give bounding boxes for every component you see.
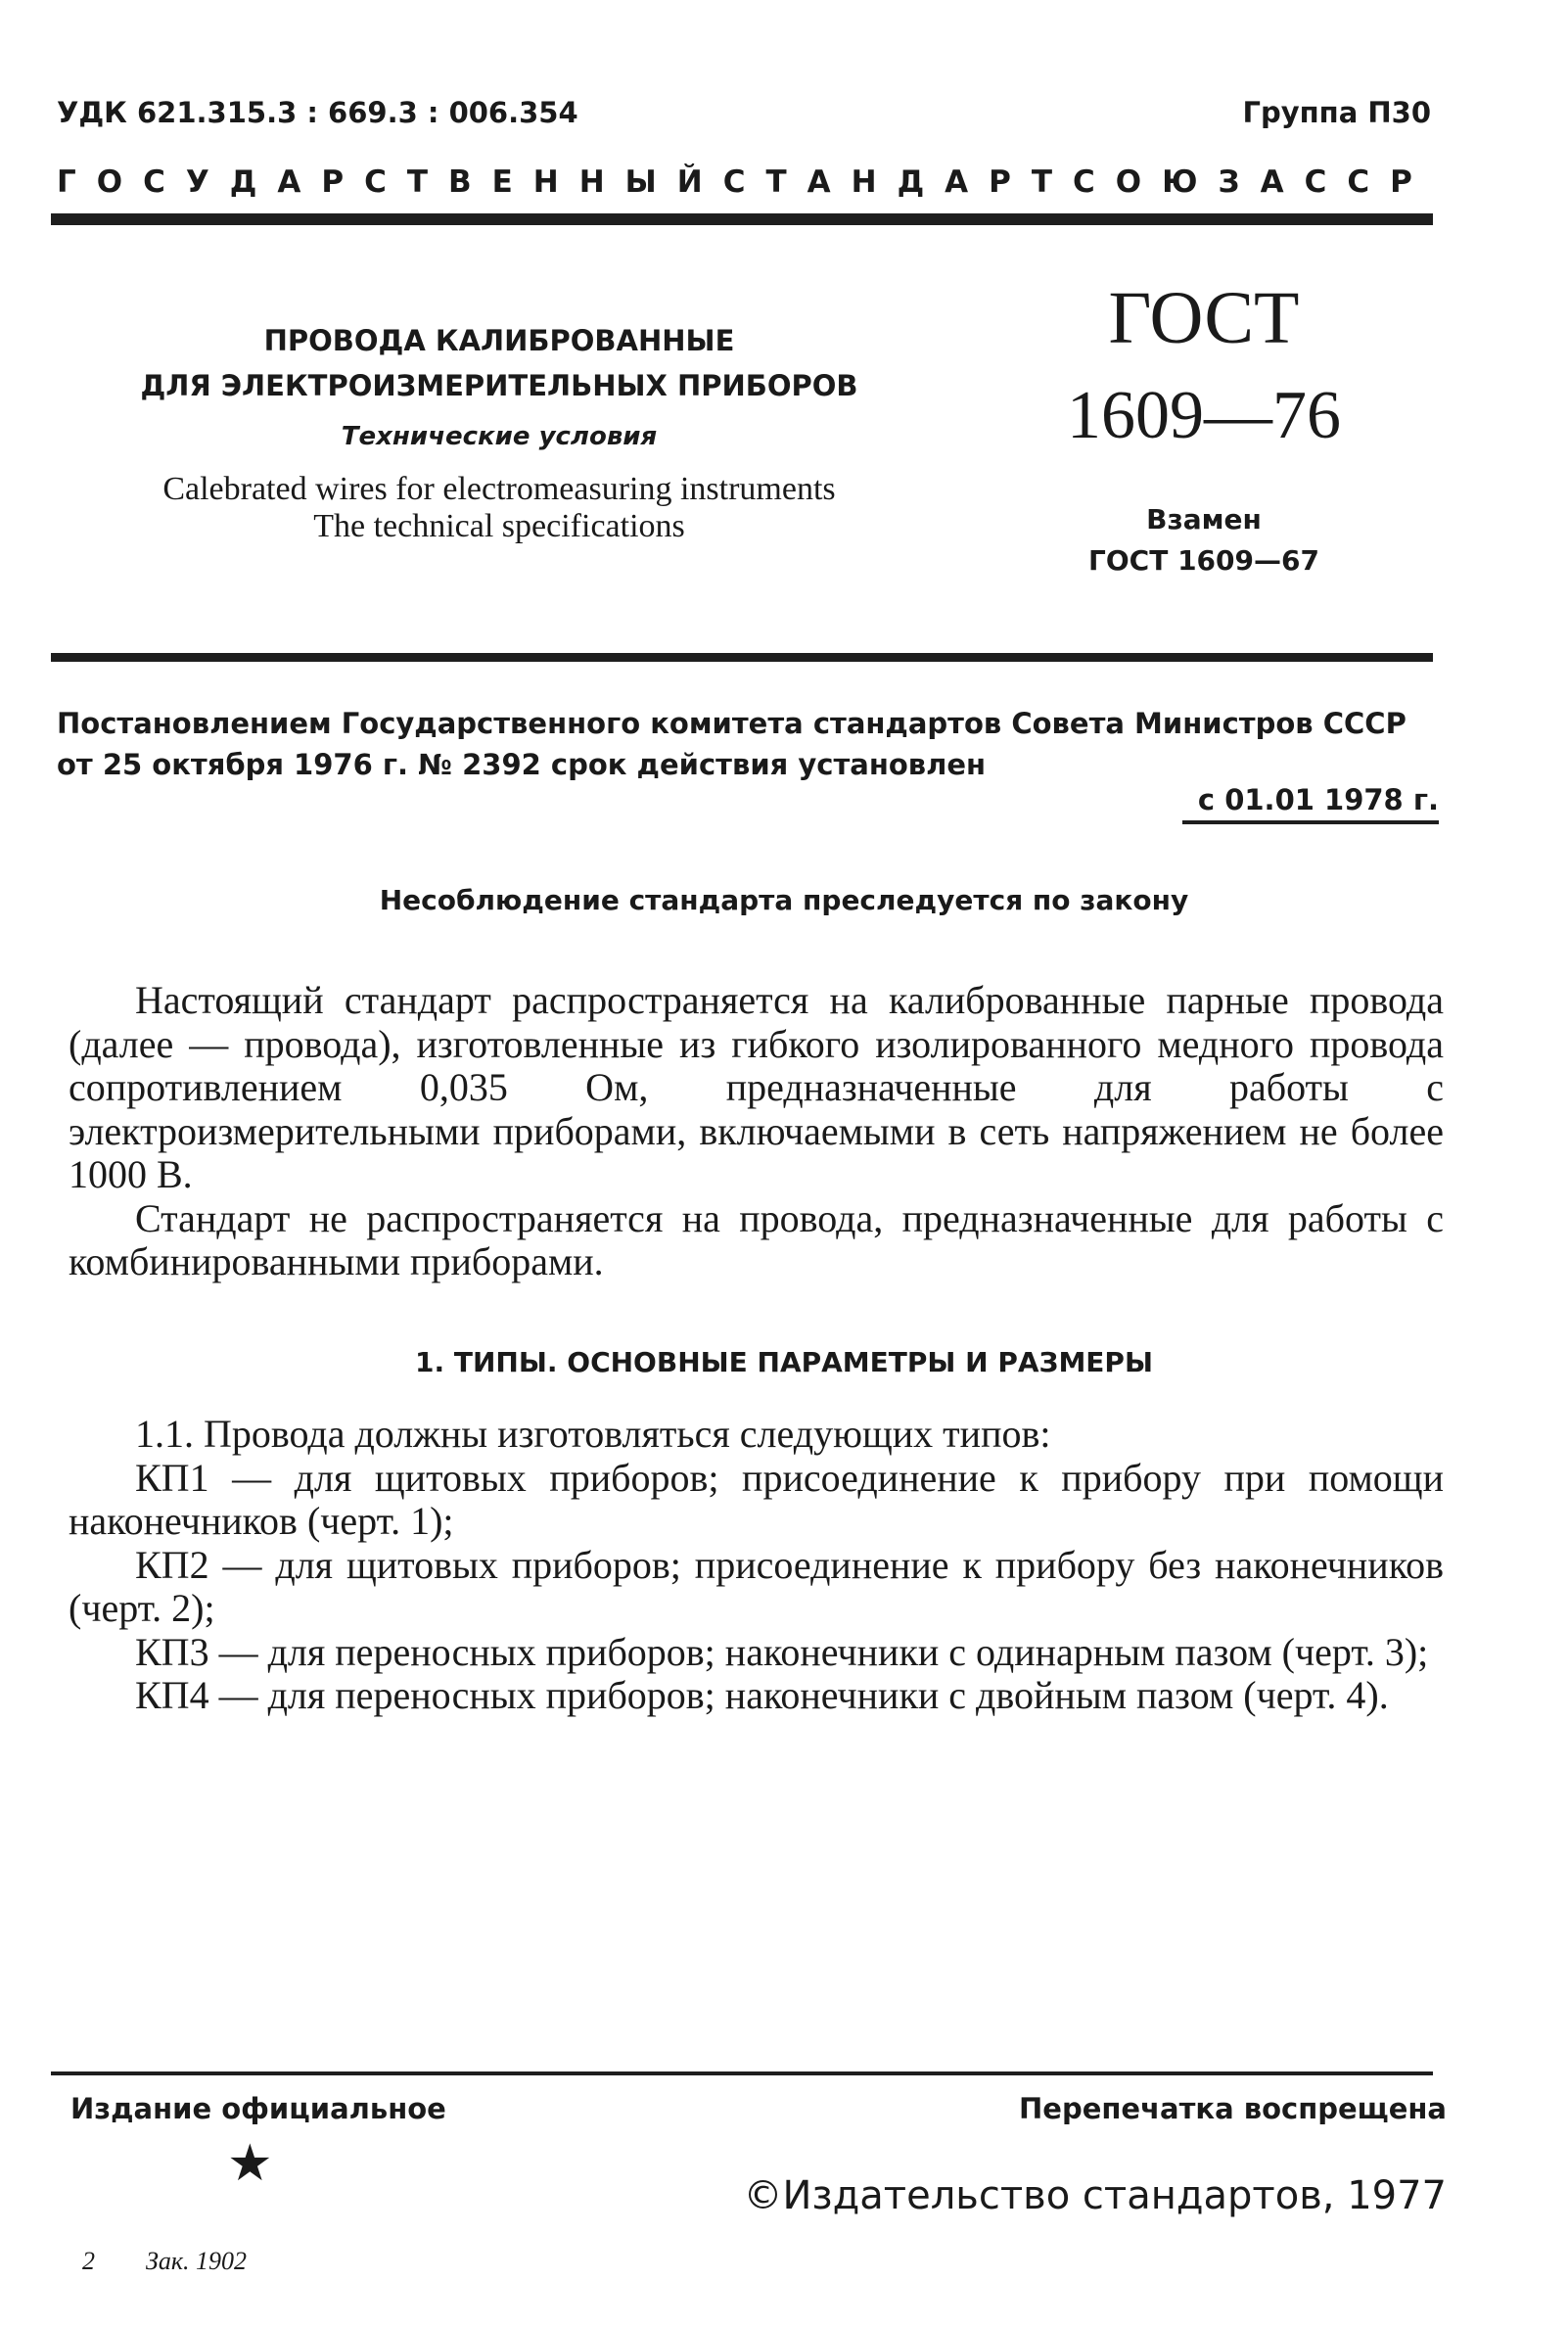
- official-edition: Издание официальное: [70, 2092, 446, 2125]
- header-rule: [51, 213, 1433, 225]
- group-code: Группа П30: [1242, 96, 1431, 129]
- heading-word-union: СОЮЗА: [1073, 164, 1305, 200]
- effective-date: с 01.01 1978 г.: [1197, 783, 1439, 816]
- section-1-text: [69, 1413, 1444, 1718]
- english-title: [108, 471, 891, 545]
- star-icon: ★: [227, 2134, 273, 2193]
- reprint-prohibited: Перепечатка воспрещена: [1019, 2092, 1447, 2125]
- intro-paragraph: Настоящий стандарт распространяется на калиброванные парные провода (далее — провода), изготовленные из гибкого изолированного медного провода сопротивлением 0,035 Ом, предназначенные для работы с электроизмерительными приборами, включаемыми в сеть напряжением не более 1000 В.: [69, 978, 1444, 1196]
- legal-notice: Несоблюдение стандарта преследуется по закону: [379, 884, 1189, 916]
- date-underline: [1182, 820, 1439, 824]
- gost-designation: [1038, 274, 1370, 582]
- english-title-line-2: The technical specifications: [313, 508, 685, 544]
- section-paragraph: КП2 — для щитовых приборов; присоединение к прибору без наконечников (черт. 2);: [69, 1542, 1444, 1630]
- page-number: 2: [82, 2247, 95, 2275]
- title-block: [108, 318, 891, 545]
- decree-text: Постановлением Государственного комитета стандартов Совета Министров СССР от 25 октября 1976 г. № 2392 срок действия установлен: [57, 707, 1407, 781]
- english-title-line-1: Calebrated wires for electromeasuring instruments: [162, 471, 836, 507]
- order-number: Зак. 1902: [146, 2247, 248, 2275]
- section-paragraph: КП3 — для переносных приборов; наконечники с одинарным пазом (черт. 3);: [135, 1629, 1429, 1674]
- title-line-2: ДЛЯ ЭЛЕКТРОИЗМЕРИТЕЛЬНЫХ ПРИБОРОВ: [140, 369, 858, 402]
- gost-word: ГОСТ: [1108, 277, 1300, 359]
- gost-number: 1609—76: [1067, 378, 1341, 453]
- title-line-1: ПРОВОДА КАЛИБРОВАННЫЕ: [263, 324, 735, 357]
- section-title: 1. ТИПЫ. ОСНОВНЫЕ ПАРАМЕТРЫ И РАЗМЕРЫ: [415, 1346, 1153, 1378]
- print-note: [82, 2247, 247, 2276]
- section-paragraph: КП4 — для переносных приборов; наконечники с двойным пазом (черт. 4).: [135, 1673, 1389, 1717]
- udk-code: УДК 621.315.3 : 669.3 : 006.354: [57, 96, 578, 129]
- heading-word-standard: СТАНДАРТ: [722, 164, 1074, 200]
- title-rule: [51, 653, 1433, 662]
- intro-paragraph: Стандарт не распространяется на провода, предназначенные для работы с комбинированными приборами.: [69, 1195, 1444, 1283]
- copyright: ©Издательство стандартов, 1977: [743, 2173, 1447, 2218]
- heading-word-ssr: ССР: [1304, 164, 1433, 200]
- state-standard-heading: [57, 164, 1431, 200]
- replace-label: Взамен: [1146, 503, 1262, 535]
- heading-word-state: ГОСУДАРСТВЕННЫЙ: [57, 164, 723, 200]
- section-paragraph: 1.1. Провода должны изготовляться следующих типов:: [135, 1412, 1051, 1456]
- footer-rule: [51, 2071, 1433, 2075]
- section-paragraph: КП1 — для щитовых приборов; присоединение к прибору при помощи наконечников (черт. 1);: [69, 1455, 1444, 1543]
- title-subtitle: Технические условия: [341, 422, 658, 451]
- intro-text: [69, 979, 1444, 1284]
- replace-reference: ГОСТ 1609—67: [1088, 544, 1319, 577]
